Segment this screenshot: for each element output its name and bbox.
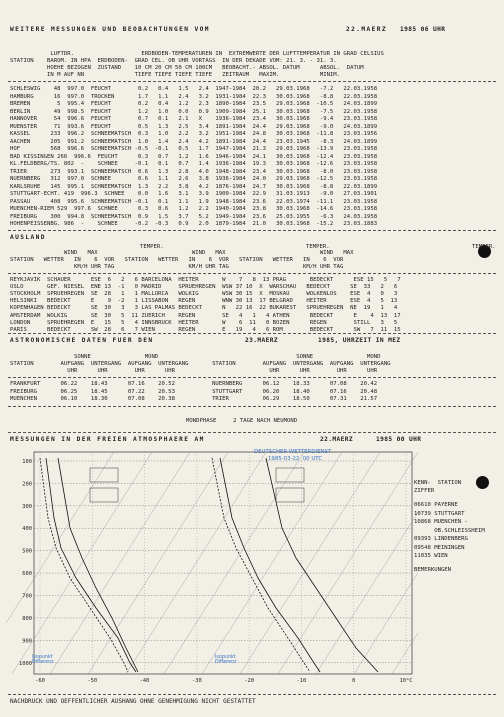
station-row: BERLIN 49 998.5 FEUCHT 1.2 1.0 0.0 0.9 1909-1984 25.1 30.03.1968 -7.5 22.03.1958 [10, 108, 378, 115]
aerological-diagram [6, 448, 418, 693]
astro-head-1: SONNE MOND SONNE MOND [10, 354, 381, 360]
pressure-tick-label: 100 [22, 458, 32, 465]
isotherm-line [50, 452, 190, 674]
pressure-tick-label: 800 [22, 615, 32, 622]
temperature-profile-left-2 [58, 458, 138, 672]
foreign-station-row: OSLO GEF. NIESEL ENE 13 -1 0 MADRID SPRUEHREGEN WSW 37 10 X WARSCHAU BEDECKT SE 33 2 6 [10, 284, 398, 291]
ausland-temper-2: TEMPER. [306, 244, 330, 250]
station-row: KL.FELDBERG/TS. 802 - SCHNEE -0.1 0.1 0.7 1.4 1936-1984 19.3 30.03.1968 -12.6 23.03.1958 [10, 161, 378, 167]
isotherm-line [88, 452, 228, 674]
pressure-tick-label: 900 [22, 638, 32, 645]
footer-note: NACHDRUCK UND OEFFENTLICHER AUSHANG OHNE GENEHMIGUNG NICHT GESTATTET [10, 698, 256, 705]
temperature-tick-label: -50 [87, 678, 98, 684]
temperature-tick-label: -20 [244, 678, 255, 684]
station-row: STUTTGART-ECHT. 419 996.3 SCHNEE 0.0 1.6 3.1 3.9 1900-1984 22.9 31.03.1913 -9.0 27.03.1901 [10, 191, 378, 197]
station-row: FREIBURG 300 994.8 SCHNEEMATSCH 0.9 1.5 3.7 5.2 1949-1984 23.6 25.03.1955 -6.3 24.03.1958 [10, 213, 378, 220]
station-code-box [276, 468, 304, 482]
ziffer-label: ZIFFER [414, 488, 435, 494]
foreign-station-row: HELSINKI BEDECKT E 9 -2 1 LISSABON REGEN WNW 30 13 17 BELGRAD HEITER ESE 4 5 13 [10, 298, 398, 305]
pressure-tick-label: 1000 [19, 660, 32, 667]
astro-head-3: UHR UHR UHR UHR UHR UHR UHR UHR [10, 368, 378, 374]
station-row: KASSEL 233 996.2 SCHNEEMATSCH 0.3 1.0 2.2 3.2 1951-1984 24.8 30.03.1968 -11.8 23.03.1956 [10, 131, 378, 137]
kenn-label: KENN- STATION [414, 480, 462, 486]
isotherm-line [240, 452, 380, 674]
foreign-station-row: AMSTERDAM WOLKIG SE 30 5 11 ZUERICH REGEN SE 4 1 4 ATHEN BEDECKT E 4 13 17 [10, 312, 401, 319]
station-row: PASSAU 408 995.6 SCHNEEMATSCH -0.1 0.1 1.1 1.9 1948-1984 23.6 22.03.1974 -11.1 23.03.1958 [10, 198, 378, 205]
aero-divider [8, 432, 496, 433]
temperature-tick-label: -60 [35, 678, 45, 684]
aero-station-item: 10739 STUTTGART [414, 510, 465, 517]
foreign-station-row: LONDON SPRUEHREGEN E 15 5 4 INNSBRUCK HEITER W 6 11 0 BOZEN REGEN STILL 3 5 [10, 319, 398, 326]
foreign-station-row: KOPENHAGEN BEDECKT SE 30 3 3 LAS PALMAS BEDECKT N 22 16 22 BUKAREST SPRUEHREGEN NE 19 1 4 [10, 305, 398, 312]
station-row: HAMBURG 16 997.0 TROCKEN 1.7 1.1 2.4 3.2 1931-1984 22.3 30.03.1968 -8.8 22.03.1958 [10, 93, 378, 100]
station-code-box [276, 488, 304, 502]
temperature-profile-right [220, 456, 323, 672]
isotherm-line [164, 452, 304, 674]
ausland-head-divider [8, 273, 496, 274]
ausland-title: AUSLAND [10, 234, 46, 241]
temperature-tick-label: 10°C [399, 678, 413, 684]
station-row: HOHENPEISSENBG. 986 - SCHNEE -0.2 -0.3 0.9 2.0 1879-1984 21.0 30.03.1968 -15.2 23.03.1883 [10, 221, 378, 227]
pressure-tick-label: 300 [22, 503, 32, 510]
mond-divider [8, 406, 496, 407]
page-title: WEITERE MESSUNGEN UND BEOBACHTUNGEN VOM [10, 26, 210, 33]
foreign-station-row: STOCKHOLM SPRUEHREGEN SE 28 1 1 MALLORCA WOLKIG WSW 30 15 X MOSKAU WOLKENLOS ESE 4 0 3 [10, 291, 398, 298]
station-row: HANNOVER 54 996.6 FEUCHT 0.7 0.1 2.1 X 1936-1984 23.4 30.03.1968 -9.4 23.03.1958 [10, 116, 378, 122]
station-row: SCHLESWIG 48 997.0 FEUCHT 0.2 0.4 1.5 2.4 1947-1984 20.2 29.03.1968 -7.2 22.03.1958 [10, 86, 378, 92]
astro-row: MUENCHEN 06.10 18.30 07.08 20.38 TRIER 06.29 18.50 07.31 21.57 [10, 396, 378, 402]
aero-station-item: 06610 PAYERNE [414, 502, 458, 508]
aero-title: MESSUNGEN IN DER FREIEN ATMOSPHAERE AM [10, 436, 205, 443]
station-row: MUENCHEN-RIEM 529 997.6 SCHNEE 0.3 0.6 1.2 2.2 1940-1984 23.8 30.03.1968 -14.6 23.03.1958 [10, 206, 378, 212]
punch-hole-bottom [476, 476, 489, 489]
footer-divider [8, 694, 496, 695]
station-row: AACHEN 205 991.2 SCHNEEMATSCH 1.0 1.4 2.4 4.2 1891-1984 24.4 23.03.1945 -8.3 24.03.1899 [10, 138, 378, 145]
aero-station-item: 09548 MEININGEN [414, 544, 465, 551]
ausland-divider [8, 230, 496, 231]
pressure-tick-label: 500 [22, 548, 32, 555]
temperature-tick-label: -40 [139, 678, 150, 684]
station-row: TRIER 273 993.1 SCHNEEMATSCH 0.6 1.3 2.8 4.0 1948-1984 23.4 30.03.1968 -8.0 23.03.1958 [10, 168, 378, 175]
aero-station-item: 09393 LINDENBERG [414, 536, 468, 542]
mondphase-text: MONDPHASE 2 TAGE NACH NEUMOND [186, 418, 298, 424]
de-table-divider [8, 81, 496, 82]
pressure-tick-label: 600 [22, 571, 32, 578]
isopunkt-stamp-left: Isopunkt Differenz [32, 655, 54, 665]
de-table-head-3: HOEHE BEZOGEN ZUSTAND 10 CM 20 CM 50 CM 100CM BEOBACHT.- ABSOL. DATUM ABSOL. DATUM [10, 65, 364, 71]
isopunkt-stamp-right: Isopunkt Differenz [215, 655, 237, 665]
aero-date: 22.MAERZ [320, 436, 354, 443]
station-row: MUENSTER 71 993.6 FEUCHT 0.5 1.3 2.5 3.4 1891-1984 24.4 29.03.1968 -9.0 24.03.1899 [10, 123, 378, 130]
bemerkungen-label: BEMERKUNGEN [414, 567, 452, 573]
temperature-tick-label: -30 [191, 678, 202, 684]
astro-info: 1985, UHRZEIT IN MEZ [318, 337, 401, 344]
station-row: BAD KISSINGEN 266 996.6 FEUCHT 0.3 0.7 1.2 1.6 1946-1984 24.1 30.03.1968 -12.4 23.03.1958 [10, 153, 378, 160]
station-row: NUERNBERG 312 997.0 SCHNEE 0.6 1.1 2.6 3.8 1936-1984 24.0 29.03.1968 -12.5 23.03.1958 [10, 176, 378, 182]
aero-station-item: OB.SCHLEISSHEIM [414, 527, 485, 534]
ausland-temper-3: TEMPER. [472, 244, 496, 250]
aero-station-item: 11035 WIEN [414, 553, 448, 559]
de-table-head-2: STATION BAROM. IN HPA ERDBODEN- GRAD CEL. OB UHR VORTAGS IN DER DEKADE VOM: 21. 3. - 31. 3. [10, 58, 337, 64]
ausland-head-2: STATION WETTER IN 6 VOR STATION WETTER IN 6 VOR STATION WETTER IN 6 VOR [10, 257, 344, 263]
astro-row: FREIBURG 06.25 18.45 07.22 20.53 STUTTGART 06.20 18.40 07.16 20.48 [10, 388, 378, 395]
dwd-stamp-date: 1985-03-22 00 UTC [268, 456, 323, 462]
temperature-tick-label: 0 [352, 678, 356, 684]
foreign-station-row: REYKJAVIK SCHAUER ESE 6 2 6 BARCELONA HEITER W 7 8 13 PRAG BEDECKT ESE 15 5 7 [10, 277, 401, 283]
ausland-head-3: KM/H UHR TAG KM/H UHR TAG KM/H UHR TAG [10, 264, 344, 270]
page-time: 1985 06 UHR [400, 26, 446, 33]
pressure-tick-label: 200 [22, 481, 32, 488]
astro-date: 23.MAERZ [245, 337, 279, 344]
dwd-stamp-title: DEUTSCHER WETTERDIENST [254, 449, 332, 455]
aero-time: 1985 00 UHR [376, 436, 422, 443]
page-date: 22.MAERZ [346, 26, 388, 33]
isotherm-line [126, 452, 266, 674]
astro-head-divider [8, 377, 496, 378]
astro-title: ASTRONOMISCHE DATEN FUER DEN [10, 337, 154, 344]
ausland-head-1: WIND MAX WIND MAX WIND MAX [10, 250, 354, 256]
isotherm-line [12, 452, 152, 674]
station-code-box [90, 468, 118, 482]
pressure-tick-label: 400 [22, 526, 32, 533]
temperature-tick-label: -10 [296, 678, 307, 684]
foreign-station-row: PARIS BEDECKT SW 28 6 7 WIEN REGEN E 19 4 6 ROM BEDECKT SW 7 11 15 [10, 326, 401, 333]
astro-divider [8, 333, 496, 334]
de-table-head-4: IN M AUF NN TIEFE TIEFE TIEFE TIEFE ZEITRAUM MAXIM. MINIM. [10, 72, 341, 78]
aero-station-item: 10868 MUENCHEN - [414, 519, 468, 525]
astro-head-2: STATION AUFGANG UNTERGANG AUFGANG UNTERGANG STATION AUFGANG UNTERGANG AUFGANG UNTERGANG [10, 361, 391, 367]
astro-row: FRANKFURT 06.22 18.43 07.16 20.52 NUERNBERG 06.12 18.33 07.08 20.42 [10, 381, 378, 387]
ausland-temper-1: TEMPER. [140, 244, 164, 250]
dewpoint-profile-left [40, 458, 128, 672]
station-row: HOF 568 996.6 SCHNEEMATSCH -0.5 -0.1 0.5 1.7 1947-1984 21.3 29.03.1968 -13.9 23.03.1958 [10, 146, 378, 152]
station-row: KARLSRUHE 145 995.1 SCHNEEMATSCH 1.3 2.2 3.8 4.2 1876-1984 24.7 30.03.1968 -8.8 22.03.1899 [10, 183, 378, 190]
temperature-profile-right-2 [266, 458, 378, 672]
de-table-head-1: LUFTDR. ERDBODEN-TEMPERATUREN IN EXTREMWERTE DER LUFTTEMPERATUR IN GRAD CELSIUS [10, 51, 384, 57]
isotherm-line [316, 452, 418, 674]
pressure-tick-label: 700 [22, 593, 32, 600]
station-code-box [90, 488, 118, 502]
station-row: BREMEN 5 995.4 FEUCHT 0.2 0.4 1.2 2.3 1890-1984 23.5 29.03.1968 -10.5 24.03.1899 [10, 101, 378, 107]
